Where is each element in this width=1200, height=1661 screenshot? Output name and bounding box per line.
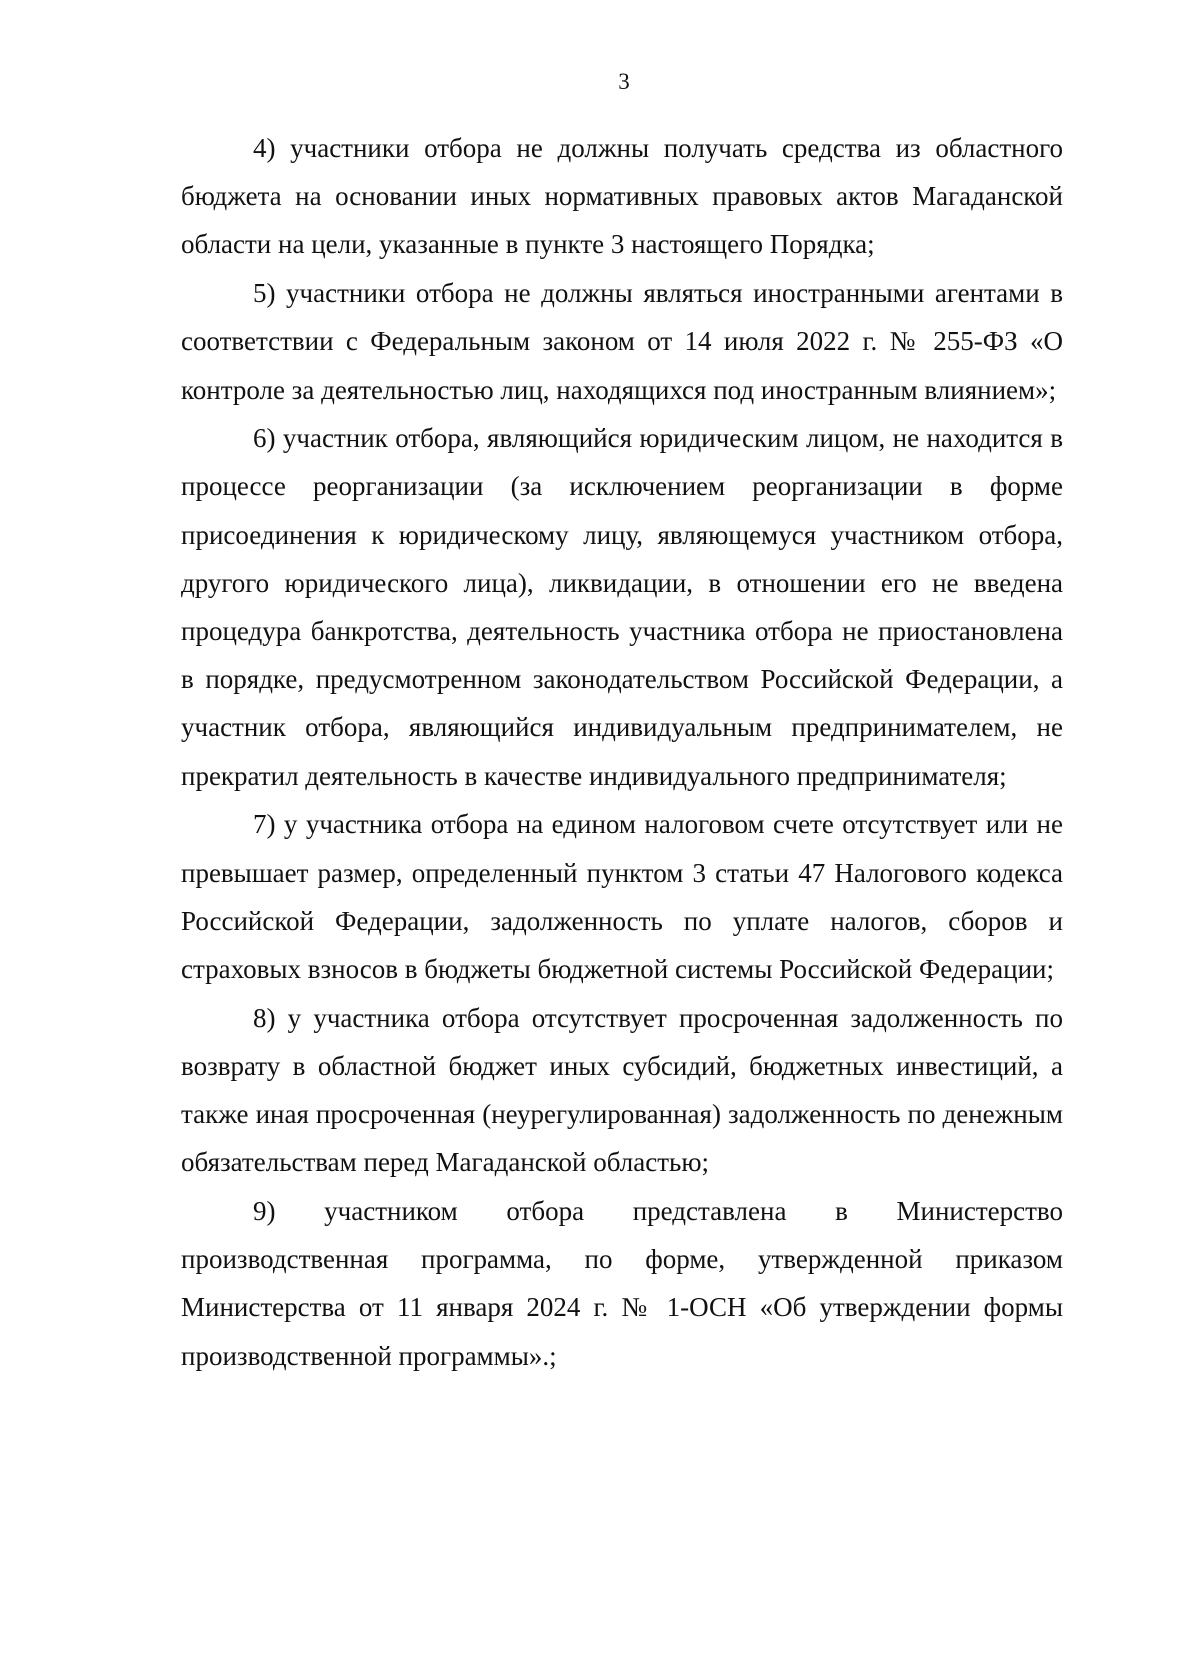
paragraph-item-4: 4) участники отбора не должны получать средства из областного бюджета на основании иных нормативных правовых актов Магаданской области на цели, указанные в пункте 3 настоящего Порядка; <box>181 133 1063 260</box>
document-body <box>181 124 1063 1380</box>
paragraph-item-9: 9) участником отбора представлена в Министерство производственная программа, по форме, утвержденной приказом Министерства от 11 января 2024 г. № 1-ОСН «Об утверждении формы производственной программы».; <box>181 1195 1063 1371</box>
paragraph-item-6: 6) участник отбора, являющийся юридическим лицом, не находится в процессе реорганизации (за исключением реорганизации в форме присоединения к юридическому лицу, являющемуся участником отбора, другого юридического лица), ликвидации, в отношении его не введена процедура банкротства, деятельность участника отбора не приостановлена в порядке, предусмотренном законодательством Российской Федерации, а участник отбора, являющийся индивидуальным предпринимателем, не прекратил деятельность в качестве индивидуального предпринимателя; <box>181 423 1063 791</box>
paragraph-item-5: 5) участники отбора не должны являться иностранными агентами в соответствии с Федеральным законом от 14 июля 2022 г. № 255-ФЗ «О контроле за деятельностью лиц, находящихся под иностранным влиянием»; <box>181 278 1063 405</box>
paragraph-item-8: 8) у участника отбора отсутствует просроченная задолженность по возврату в областной бюджет иных субсидий, бюджетных инвестиций, а также иная просроченная (неурегулированная) задолженность по денежным обязательствам перед Магаданской областью; <box>181 1002 1063 1178</box>
paragraph-item-7: 7) у участника отбора на едином налоговом счете отсутствует или не превышает размер, определенный пунктом 3 статьи 47 Налогового кодекса Российской Федерации, задолженность по уплате налогов, сборов и страховых взносов в бюджеты бюджетной системы Российской Федерации; <box>181 809 1063 984</box>
page-number: 3 <box>618 69 630 94</box>
